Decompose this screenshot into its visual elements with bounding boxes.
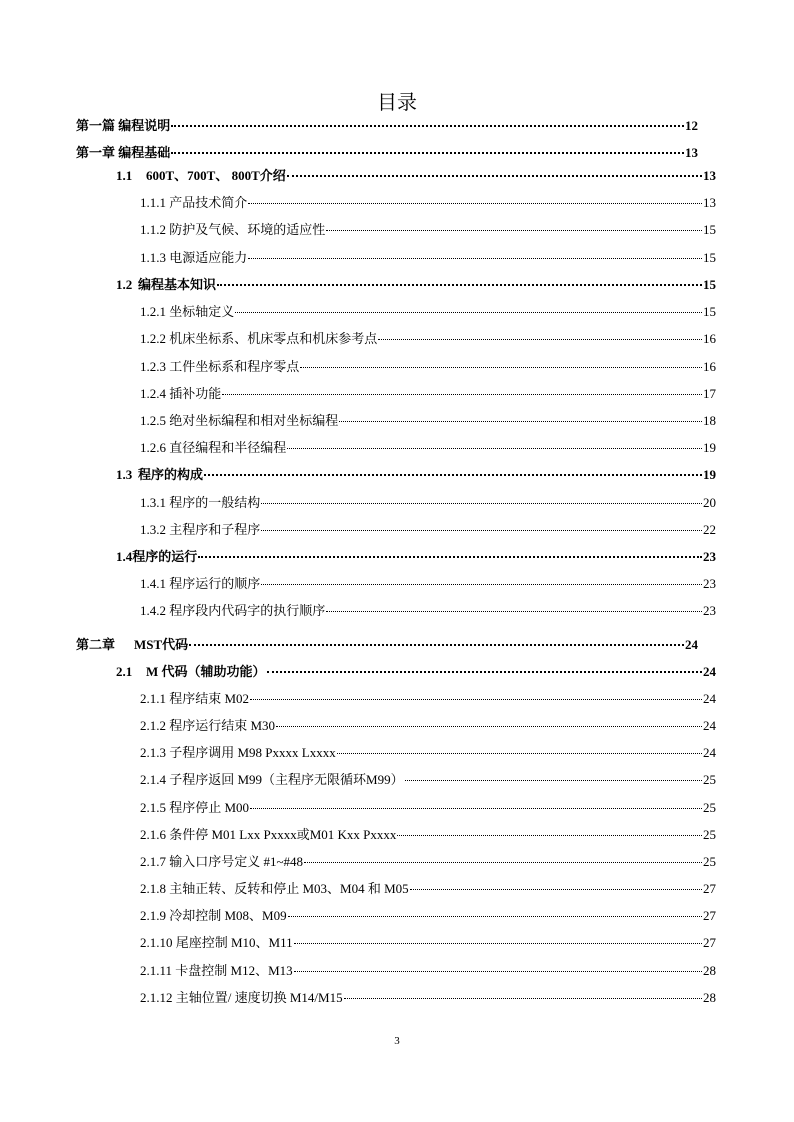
toc-entry-label: 卡盘控制 M12、M13: [175, 963, 293, 978]
toc-entry[interactable]: [140, 854, 716, 870]
toc-entry-label: 机床坐标系、机床零点和机床参考点: [169, 331, 378, 346]
toc-entry-page: 24: [703, 745, 716, 760]
toc-entry-page: 24: [703, 718, 716, 733]
toc-entry[interactable]: [76, 637, 698, 653]
dot-leader: [171, 152, 684, 154]
toc-entry-page: 23: [703, 549, 716, 564]
toc-entry-label: 绝对坐标编程和相对坐标编程: [169, 413, 339, 428]
toc-entry-number: 1.3: [116, 467, 133, 482]
toc-entry[interactable]: [140, 386, 716, 402]
toc-entry[interactable]: [140, 772, 716, 788]
toc-entry-number: 1.2.6: [140, 440, 166, 455]
toc-entry-page: 19: [703, 467, 716, 482]
toc-entry[interactable]: [140, 963, 716, 979]
toc-entry-number: 1.4.1: [140, 576, 166, 591]
toc-entry[interactable]: [140, 800, 716, 816]
toc-entry[interactable]: [140, 195, 716, 211]
toc-entry-page: 13: [703, 195, 716, 210]
toc-entry[interactable]: [140, 603, 716, 619]
toc-entry-page: 28: [703, 963, 716, 978]
toc-entry[interactable]: [116, 549, 716, 565]
dot-leader: [288, 916, 702, 917]
toc-entry-label: 程序段内代码字的执行顺序: [169, 603, 326, 618]
toc-entry-number: 1.3.2: [140, 522, 166, 537]
toc-entry-label: 电源适应能力: [169, 250, 248, 265]
toc-entry-page: 15: [703, 250, 716, 265]
toc-entry[interactable]: [140, 413, 716, 429]
toc-entry-label: 坐标轴定义: [169, 304, 235, 319]
toc-entry-number: 1.1.1: [140, 195, 166, 210]
toc-entry-page: 24: [703, 664, 716, 679]
toc-entry-number: 第二章: [76, 637, 116, 652]
dot-leader: [378, 339, 702, 340]
dot-leader: [171, 125, 684, 127]
toc-entry-page: 23: [703, 576, 716, 591]
toc-entry-page: 16: [703, 331, 716, 346]
dot-leader: [204, 474, 702, 476]
dot-leader: [300, 367, 702, 368]
toc-entry[interactable]: [140, 881, 716, 897]
toc-entry-number: 1.3.1: [140, 495, 166, 510]
toc-entry-number: 2.1.1: [140, 691, 166, 706]
toc-entry-page: 25: [703, 800, 716, 815]
page-title: 目录: [377, 92, 417, 114]
toc-entry-label: 工件坐标系和程序零点: [169, 359, 300, 374]
toc-entry-number: 第一篇: [76, 118, 116, 133]
toc-entry-label: 程序的一般结构: [169, 495, 261, 510]
toc-entry-label: M 代码（辅助功能）: [146, 664, 266, 679]
toc-entry[interactable]: [140, 827, 716, 843]
toc-entry[interactable]: [140, 576, 716, 592]
toc-entry-page: 15: [703, 222, 716, 237]
toc-entry[interactable]: [140, 908, 716, 924]
toc-entry-page: 17: [703, 386, 716, 401]
toc-entry-label: 插补功能: [169, 386, 222, 401]
toc-entry-label: 主轴位置/ 速度切换 M14/M15: [175, 990, 343, 1005]
toc-entry-page: 27: [703, 908, 716, 923]
toc-entry-label: 主轴正转、反转和停止 M03、M04 和 M05: [169, 881, 409, 896]
toc-entry-page: 19: [703, 440, 716, 455]
toc-entry-number: 1.2.3: [140, 359, 166, 374]
toc-entry-page: 24: [703, 691, 716, 706]
dot-leader: [326, 611, 702, 612]
toc-entry-label: 产品技术简介: [169, 195, 248, 210]
toc-entry-page: 15: [703, 304, 716, 319]
dot-leader: [248, 203, 702, 204]
toc-entry-label: 程序运行的顺序: [169, 576, 261, 591]
dot-leader: [248, 258, 702, 259]
toc-entry[interactable]: [116, 664, 716, 680]
dot-leader: [267, 671, 702, 673]
dot-leader: [250, 808, 702, 809]
toc-entry[interactable]: [140, 250, 716, 266]
toc-entry-label: 程序运行结束 M30: [169, 718, 276, 733]
toc-entry-number: 2.1.8: [140, 881, 166, 896]
toc-entry[interactable]: [140, 522, 716, 538]
toc-entry-page: 25: [703, 827, 716, 842]
toc-entry-page: 27: [703, 935, 716, 950]
toc-entry[interactable]: [140, 935, 716, 951]
dot-leader: [410, 889, 702, 890]
toc-entry-number: 2.1.4: [140, 772, 166, 787]
toc-entry-page: 15: [703, 277, 716, 292]
toc-entry-number: 2.1.7: [140, 854, 166, 869]
toc-entry-page: 16: [703, 359, 716, 374]
toc-entry-label: 编程基础: [118, 145, 171, 160]
toc-entry[interactable]: [140, 990, 716, 1006]
dot-leader: [189, 644, 684, 646]
toc-entry-page: 27: [703, 881, 716, 896]
dot-leader: [261, 503, 702, 504]
toc-entry-number: 1.2.4: [140, 386, 166, 401]
toc-entry-label: 子程序返回 M99（主程序无限循环M99）: [169, 772, 404, 787]
toc-entry-page: 25: [703, 854, 716, 869]
toc-entry-label: 程序的运行: [132, 549, 198, 564]
toc-entry[interactable]: [140, 495, 716, 511]
dot-leader: [405, 780, 702, 781]
toc-entry-label: 程序结束 M02: [169, 691, 250, 706]
dot-leader: [339, 421, 702, 422]
toc-entry-page: 23: [703, 603, 716, 618]
toc-entry-number: 2.1.10: [140, 935, 173, 950]
dot-leader: [287, 175, 702, 177]
toc-entry-page: 28: [703, 990, 716, 1005]
toc-entry-label: 编程说明: [118, 118, 171, 133]
toc-entry-number: 1.2.5: [140, 413, 166, 428]
toc-entry-number: 2.1.12: [140, 990, 173, 1005]
dot-leader: [217, 284, 702, 286]
toc-entry-page: 18: [703, 413, 716, 428]
toc-entry-page: 22: [703, 522, 716, 537]
toc-entry-number: 2.1: [116, 664, 133, 679]
toc-entry[interactable]: [140, 440, 716, 456]
toc-entry-label: 600T、700T、 800T介绍: [146, 168, 286, 183]
toc-entry[interactable]: [116, 277, 716, 293]
toc-entry[interactable]: [140, 304, 716, 320]
dot-leader: [261, 584, 702, 585]
toc-entry[interactable]: [116, 168, 716, 184]
toc-entry[interactable]: [140, 359, 716, 375]
toc-entry-label: 条件停 M01 Lxx Pxxxx或M01 Kxx Pxxxx: [169, 827, 397, 842]
dot-leader: [276, 726, 702, 727]
dot-leader: [337, 753, 702, 754]
toc-entry-label: 防护及气候、环境的适应性: [169, 222, 326, 237]
toc-entry-page: 25: [703, 772, 716, 787]
toc-entry-label: 主程序和子程序: [169, 522, 261, 537]
toc-entry-label: 程序的构成: [138, 467, 204, 482]
toc-entry-number: 2.1.3: [140, 745, 166, 760]
dot-leader: [294, 971, 702, 972]
toc-entry-page: 20: [703, 495, 716, 510]
toc-entry-page: 12: [685, 118, 698, 133]
toc-entry[interactable]: [76, 145, 698, 161]
toc-entry-label: 冷却控制 M08、M09: [169, 908, 287, 923]
dot-leader: [250, 699, 702, 700]
toc-entry-number: 2.1.9: [140, 908, 166, 923]
dot-leader: [304, 862, 702, 863]
toc-entry-page: 13: [685, 145, 698, 160]
dot-leader: [326, 230, 702, 231]
toc-entry-page: 13: [703, 168, 716, 183]
toc-entry-number: 第一章: [76, 145, 116, 160]
toc-entry-number: 1.4.2: [140, 603, 166, 618]
toc-entry-number: 1.4: [116, 549, 133, 564]
toc-entry-number: 1.1: [116, 168, 133, 183]
toc-entry[interactable]: [76, 118, 698, 134]
toc-entry-number: 1.2: [116, 277, 133, 292]
toc-entry-number: 1.2.1: [140, 304, 166, 319]
toc-entry-number: 1.2.2: [140, 331, 166, 346]
dot-leader: [235, 312, 702, 313]
dot-leader: [261, 530, 702, 531]
toc-entry-number: 2.1.5: [140, 800, 166, 815]
toc-entry[interactable]: [140, 222, 716, 238]
toc-entry[interactable]: [140, 691, 716, 707]
toc-entry-label: 编程基本知识: [138, 277, 217, 292]
page-number: 3: [394, 1035, 400, 1047]
toc-entry-label: 直径编程和半径编程: [169, 440, 287, 455]
dot-leader: [397, 835, 702, 836]
dot-leader: [294, 943, 702, 944]
toc-entry-number: 1.1.3: [140, 250, 166, 265]
toc-entry-label: 尾座控制 M10、M11: [175, 935, 293, 950]
toc-entry[interactable]: [140, 718, 716, 734]
toc-entry-number: 2.1.11: [140, 963, 173, 978]
toc-entry-page: 24: [685, 637, 698, 652]
toc-entry[interactable]: [116, 467, 716, 483]
dot-leader: [198, 556, 702, 558]
toc-entry-number: 2.1.2: [140, 718, 166, 733]
toc-entry-label: MST代码: [134, 637, 189, 652]
dot-leader: [287, 448, 702, 449]
toc-entry-label: 子程序调用 M98 Pxxxx Lxxxx: [169, 745, 336, 760]
toc-entry-label: 输入口序号定义 #1~#48: [169, 854, 304, 869]
toc-entry-number: 2.1.6: [140, 827, 166, 842]
toc-entry[interactable]: [140, 331, 716, 347]
toc-entry[interactable]: [140, 745, 716, 761]
dot-leader: [222, 394, 702, 395]
dot-leader: [344, 998, 702, 999]
toc-entry-number: 1.1.2: [140, 222, 166, 237]
toc-entry-label: 程序停止 M00: [169, 800, 250, 815]
